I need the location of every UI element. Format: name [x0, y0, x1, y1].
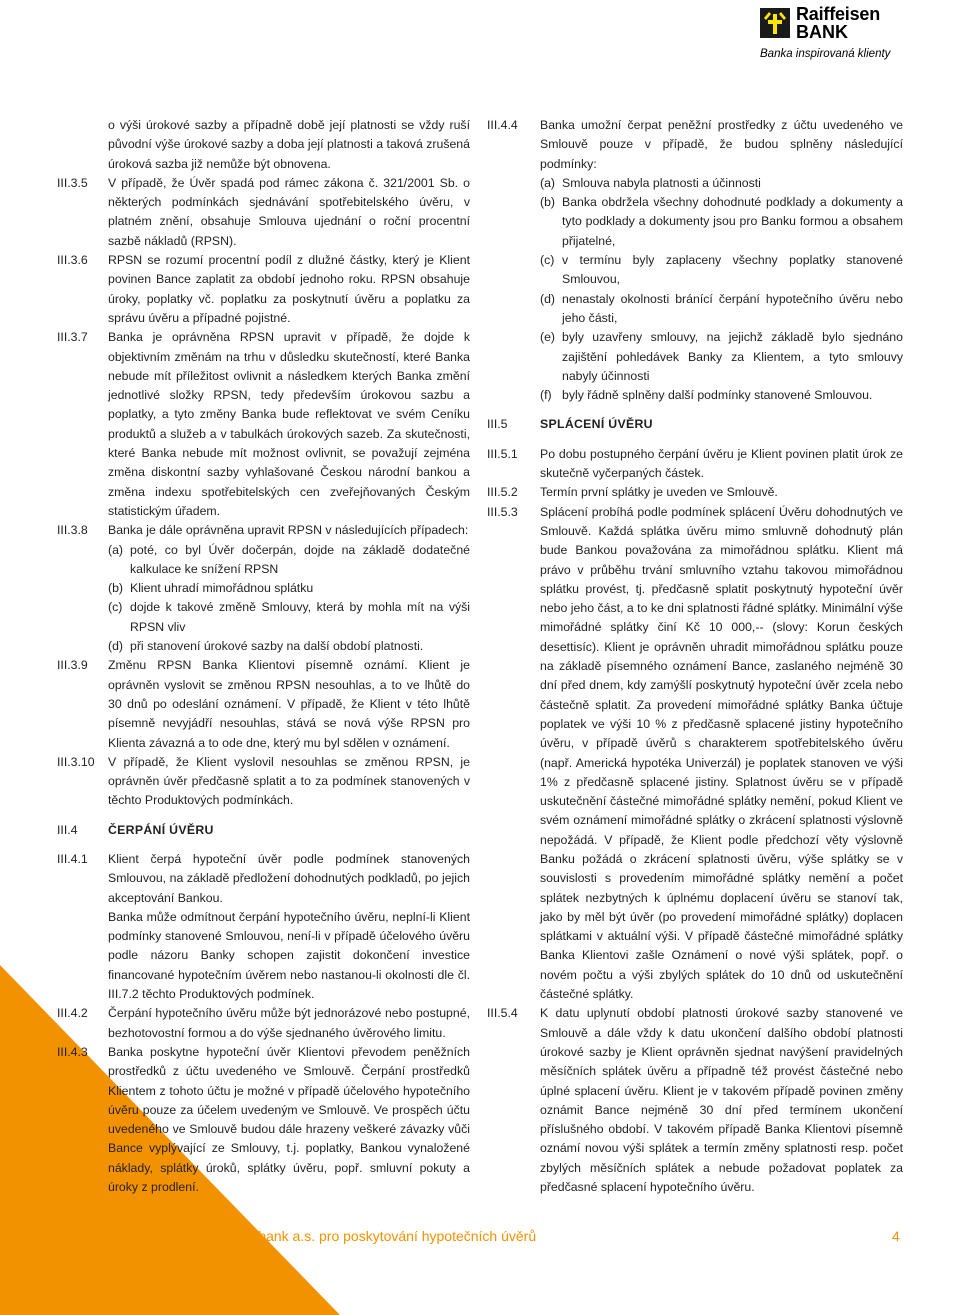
heading-III-4: [57, 821, 470, 840]
section-III-4-2: [57, 1004, 470, 1043]
condition-list: [540, 174, 903, 406]
list-item: [540, 290, 903, 329]
list-label: (d): [540, 291, 556, 306]
section-number: III.3.5: [57, 175, 88, 190]
section-number: III.5.4: [487, 1006, 518, 1021]
section-III-5-3: [487, 503, 903, 1005]
left-column: [57, 116, 470, 1197]
list-item: [540, 251, 903, 290]
list-text: dojde k takové změně Smlouvy, která by mohla mít na výši RPSN vliv: [130, 600, 470, 634]
list-item: [540, 386, 903, 405]
section-III-5-4: [487, 1004, 903, 1197]
list-text: v termínu byly zaplaceny všechny poplatky stanovené Smlouvou,: [562, 253, 903, 287]
section-text: RPSN se rozumí procentní podíl z dlužné částky, který je Klient povinen Bance zaplatit za období jednoho roku. RPSN obsahuje úroky, poplatky vč. poplatku za poskytnutí úvěru a poplatku za správu úvěru a případné pojistné.: [108, 253, 470, 325]
page-number: 4: [892, 1228, 900, 1244]
list-text: nenastaly okolnosti bránící čerpání hypotečního úvěru nebo jeho části,: [562, 291, 903, 325]
heading-III-5: [487, 415, 903, 434]
section-III-4-1: [57, 850, 470, 1004]
section-text: Banka umožní čerpat peněžní prostředky z účtu uvedeného ve Smlouvě pouze v případě, že budou splněny následující podmínky:: [540, 118, 903, 171]
section-text: Klient čerpá hypoteční úvěr podle podmínek stanovených Smlouvou, na základě předložení dohodnutých podkladů, po jejich akceptování Bankou.: [108, 851, 470, 905]
brand-name-line1: Raiffeisen: [796, 4, 881, 24]
list-label: (b): [108, 581, 124, 596]
section-text: Splácení probíhá podle podmínek splácení Úvěru dohodnutých ve Smlouvě. Každá splátka úvěru mimo smluvně dohodnutý plán bude Bankou považována za mimořádnou splátku. Klient má právo v průběhu trvání smluvního vztahu takovou mimořádnou splátku provést, tj. předčasně splatit poskytnutý hypoteční úvěr nebo jeho část, a to ke dni splatnosti řádné splátky. Minimální výše mimořádné splátky činí Kč 10 000,-- (slovy: Korun českých desettisíc). Klient je oprávněn uhradit mimořádnou splátku pouze na základě písemného oznámení Bance, zaslaného nejméně 30 dní před dnem, kdy zamýšlí poskytnutý hypoteční úvěr zcela nebo částečně splatit. Za provedení mimořádné splátky Banka účtuje poplatek ve výši 10 % z předčasně splacené jistiny hypotečního úvěru, v případě úvěrů s charakterem spotřebitelského úvěru (např. Americká hypotéka Univerzál) je poplatek stanoven ve výši 1% z předčasně splacené jistiny. Splatnost úvěru se v případě uskutečnění částečné mimořádné splátky nemění, pokud Klient ve svém oznámení mimořádné splátky o zkrácení splatnosti výslovně nepožádá. V případě, že Klient podle předchozí věty výslovně Banku požádá o zkrácení splatnosti úvěru, výše splátky se v souvislosti s provedením mimořádné splátky nemění a počet splátek nezbytných k úplnému doplacení úvěru se stanoví tak, jako by měl být úvěr (po provedení mimořádné splátky) doplacen splátkami v aktuální výši. V případě částečné mimořádné splátky Banka Klientovi zašle Oznámení o nové výši splátek, popř. o novém počtu a výši zbylých splátek do 10 dnů od uskutečnění částečné splátky.: [540, 504, 903, 1002]
condition-list: [108, 541, 470, 657]
list-text: byly uzavřeny smlouvy, na jejichž základě bylo sjednáno zajištění pohledávek Banky za Klientem, a tyto smlouvy nabyly účinnosti: [562, 330, 903, 383]
section-body: [108, 850, 470, 1004]
section-III-3-8: [57, 521, 470, 656]
section-text: Čerpání hypotečního úvěru může být jednorázové nebo postupné, bezhotovostní formou a do výše sjednaného úvěrového limitu.: [108, 1006, 470, 1040]
section-III-5-2: [487, 483, 903, 502]
section-text: Banka poskytne hypoteční úvěr Klientovi převodem peněžních prostředků z účtu uvedeného ve Smlouvě. Čerpání prostředků Klientem z tohoto účtu je možné v případě účelového hypotečního úvěru pouze za účelem uvedeným ve Smlouvě. Ve prospěch účtu uvedeného ve Smlouvě budou dále hrazeny veškeré závazky vůči Bance vyplývající ze Smlouvy, t.j. poplatky, Bankou vynaložené náklady, splátky úroků, splátky úvěru, popř. smluvní pokuty a úroky z prodlení.: [108, 1044, 470, 1195]
section-III-4-3: [57, 1043, 470, 1197]
list-text: Banka obdržela všechny dohodnuté podklady a dokumenty a tyto podklady a dokumenty jsou pro Banku formou a obsahem přijatelné,: [562, 195, 903, 248]
list-label: (c): [108, 600, 123, 615]
list-item: [540, 193, 903, 251]
list-item: [108, 598, 470, 637]
right-column: [487, 116, 903, 1197]
raiffeisen-logo: [760, 6, 950, 64]
section-body: [540, 116, 903, 405]
section-text: Banka je oprávněna RPSN upravit v případě, že dojde k objektivním změnám na trhu v důsledku skutečností, které Banka nebude mít příležitost ovlivnit a následkem kterých Banka změní jednotlivé složky RPSN, tedy především úrokovou sazbu a poplatky, a tyto změny Banka bude reflektovat ve svém Ceníku produktů a služeb a v tabulkách úrokových sazeb. Za skutečnosti, které Banka nebude mít možnost ovlivnit, se považují zejména změna diskontní sazby vyhlašované Českou národní bankou a změna indexu spotřebitelských cen zveřejňovaných Českým statistickým úřadem.: [108, 330, 470, 518]
list-label: (a): [540, 175, 556, 190]
section-number: III.3.6: [57, 253, 88, 268]
list-text: Smlouva nabyla platnosti a účinnosti: [562, 175, 761, 190]
list-text: Klient uhradí mimořádnou splátku: [130, 581, 314, 596]
list-item: [108, 637, 470, 656]
brand-name-line2: BANK: [796, 22, 848, 42]
gable-cross-icon: [760, 8, 790, 38]
section-number: III.5.2: [487, 485, 518, 500]
list-label: (e): [540, 330, 556, 345]
section-text: Banka je dále oprávněna upravit RPSN v následujících případech:: [108, 523, 469, 538]
section-number: III.4.2: [57, 1006, 88, 1021]
section-text: Změnu RPSN Banka Klientovi písemně oznámí. Klient je oprávněn vyslovit se změnou RPSN nesouhlas, a to ve lhůtě do 30 dnů po odeslání oznámení. V případě, že Klient v této lhůtě písemně nevyjádří nesouhlas, stává se nová výše RPSN pro Klienta závazná a to ode dne, který mu byl sdělen v oznámení.: [108, 658, 470, 750]
section-body: [108, 521, 470, 656]
section-number: III.3.9: [57, 658, 88, 673]
list-text: při stanovení úrokové sazby na další období platnosti.: [130, 639, 424, 654]
section-III-3-6: [57, 251, 470, 328]
list-item: [108, 579, 470, 598]
section-text: V případě, že Klient vyslovil nesouhlas se změnou RPSN, je oprávněn úvěr předčasně splatit a to za podmínek stanovených v těchto Produktových podmínkách.: [108, 754, 470, 808]
section-number: III.4.4: [487, 118, 518, 132]
section-heading: ČERPÁNÍ ÚVĚRU: [108, 822, 214, 837]
list-text: poté, co byl Úvěr dočerpán, dojde na základě dodatečné kalkulace ke snížení RPSN: [130, 542, 470, 576]
list-label: (b): [540, 195, 556, 210]
section-heading: SPLÁCENÍ ÚVĚRU: [540, 417, 653, 432]
list-text: byly řádně splněny další podmínky stanovené Smlouvou.: [562, 388, 873, 403]
section-III-3-10: [57, 753, 470, 811]
list-label: (f): [540, 388, 552, 403]
brand-slogan: Banka inspirovaná klienty: [760, 48, 891, 60]
list-item: [108, 541, 470, 580]
section-text: Termín první splátky je uveden ve Smlouvě.: [540, 485, 778, 500]
section-number: III.5.3: [487, 504, 518, 519]
section-number: III.5: [487, 417, 508, 432]
section-text: Po dobu postupného čerpání úvěru je Klient povinen platit úrok ze skutečně vyčerpaných částek.: [540, 446, 903, 481]
list-label: (d): [108, 639, 124, 654]
section-number: III.4.3: [57, 1044, 88, 1059]
list-item: [540, 328, 903, 386]
section-text: K datu uplynutí období platnosti úrokové sazby stanovené ve Smlouvě a dále vždy k datu ukončení dalšího období platnosti úrokové sazby je Klient oprávněn sjednat navýšení pravidelných měsíčních splátek úvěru a případně též provést částečné nebo úplné splacení úvěru. Klient je v takovém případě povinen změny oznámit Bance nejméně 30 dní před termínem ukončení příslušného období. V takovém případě Banka Klientovi písemně oznámí novou výši splátek a termín změny splatnosti resp. počet zbylých měsíčních splátek a nebude požadovat poplatek za předčasné splacení hypotečního úvěru.: [540, 1006, 903, 1195]
section-number: III.4: [57, 822, 78, 837]
section-text: o výši úrokové sazby a případně době její platnosti se vždy ruší původní výše úrokové sazby a doba její platnosti a taková zrušená úroková sazba již nemůže být obnovena.: [108, 118, 470, 171]
list-label: (c): [540, 253, 555, 268]
section-text: V případě, že Úvěr spadá pod rámec zákona č. 321/2001 Sb. o některých podmínkách sjednávání spotřebitelského úvěru, v platném znění, obsahuje Smlouva ujednání o roční procentní sazbě nákladů (RPSN).: [108, 175, 470, 248]
list-item: [540, 174, 903, 193]
section-III-3-5: [57, 174, 470, 251]
section-continuation: [57, 116, 470, 174]
section-number: III.3.10: [57, 754, 95, 769]
section-III-3-9: [57, 656, 470, 752]
footer-title: Produktové podmínky Raiffeisenbank a.s. pro poskytování hypotečních úvěrů: [57, 1228, 537, 1244]
section-number: III.3.8: [57, 523, 88, 538]
section-text-2: Banka může odmítnout čerpání hypotečního úvěru, neplní-li Klient podmínky stanovené Smlouvou, není-li v případě účelového úvěru podle názoru Banky schopen zajistit dokončení investice financované hypotečním úvěrem nebo nastanou-li okolnosti dle čl. III.7.2 těchto Produktových podmínek.: [108, 909, 470, 1002]
section-number: III.3.7: [57, 330, 88, 345]
section-III-5-1: [487, 445, 903, 484]
section-III-4-4: [487, 116, 903, 405]
list-label: (a): [108, 542, 124, 557]
section-number: III.5.1: [487, 446, 518, 461]
section-III-3-7: [57, 328, 470, 521]
section-number: III.4.1: [57, 851, 88, 866]
